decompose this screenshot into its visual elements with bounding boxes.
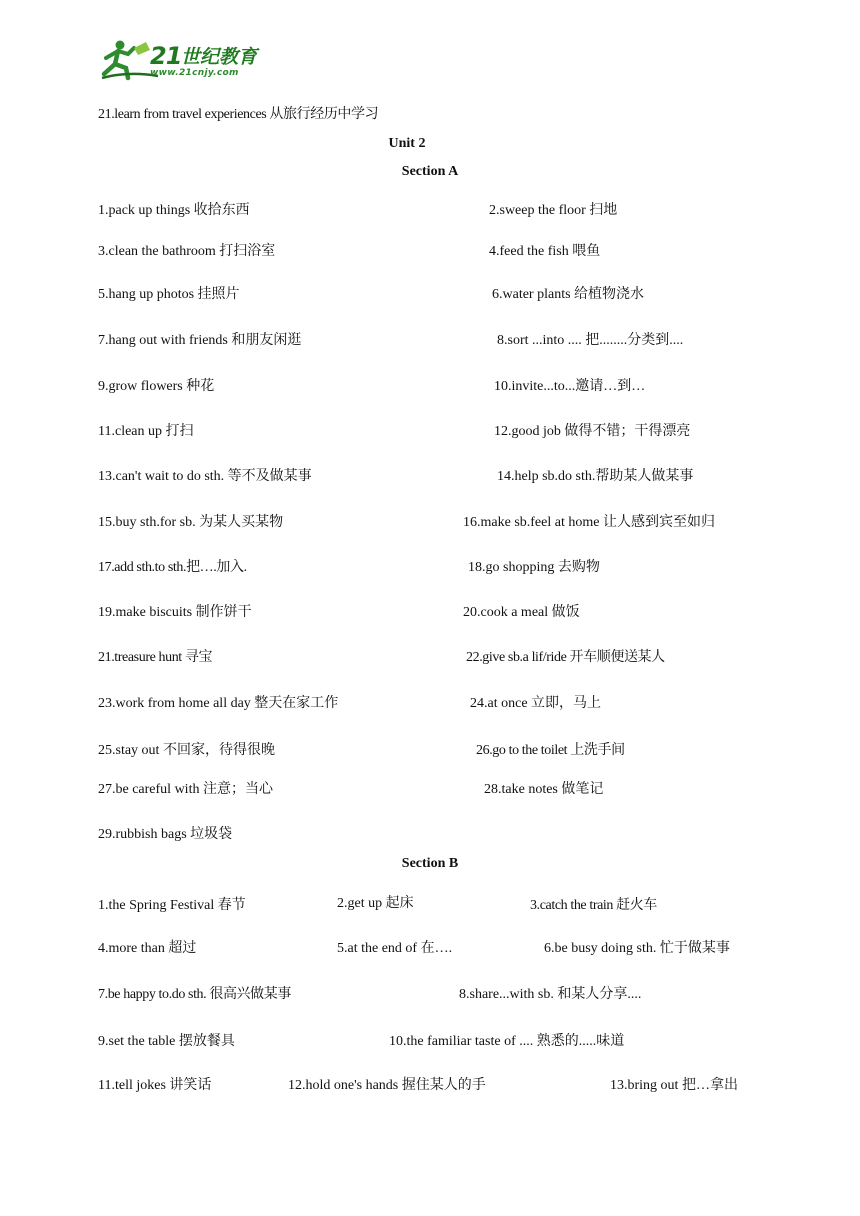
list-item: 1.the Spring Festival 春节 bbox=[98, 898, 246, 913]
list-item: 8.sort ...into .... 把........分类到.... bbox=[497, 333, 684, 348]
list-item: 18.go shopping 去购物 bbox=[468, 560, 600, 575]
list-item: 5.at the end of 在…. bbox=[337, 941, 453, 956]
list-item: 13.bring out 把…拿出 bbox=[610, 1078, 738, 1093]
list-item: 4.more than 超过 bbox=[98, 941, 197, 956]
list-item: 6.be busy doing sth. 忙于做某事 bbox=[544, 941, 730, 956]
list-item: 6.water plants 给植物浇水 bbox=[492, 287, 645, 302]
logo-url: www.21cnjy.com bbox=[150, 68, 239, 78]
list-item: 1.pack up things 收拾东西 bbox=[98, 203, 250, 218]
list-item: 2.get up 起床 bbox=[337, 896, 414, 911]
list-item: 20.cook a meal 做饭 bbox=[463, 605, 580, 620]
list-item: 9.set the table 摆放餐具 bbox=[98, 1034, 235, 1049]
list-item: 28.take notes 做笔记 bbox=[484, 782, 604, 797]
list-item: 19.make biscuits 制作饼干 bbox=[98, 605, 252, 620]
list-item: 17.add sth.to sth.把….加入. bbox=[98, 560, 247, 575]
list-item: 3.catch the train 赶火车 bbox=[530, 898, 657, 913]
section-a-title: Section A bbox=[401, 164, 459, 179]
list-item: 26.go to the toilet 上洗手间 bbox=[476, 743, 625, 758]
list-item: 10.invite...to...邀请…到… bbox=[494, 379, 646, 394]
list-item: 23.work from home all day 整天在家工作 bbox=[98, 696, 339, 711]
list-item: 7.be happy to.do sth. 很高兴做某事 bbox=[98, 987, 291, 1002]
list-item: 12.good job 做得不错；干得漂亮 bbox=[494, 424, 691, 439]
list-item: 14.help sb.do sth.帮助某人做某事 bbox=[497, 469, 694, 484]
list-item: 15.buy sth.for sb. 为某人买某物 bbox=[98, 515, 284, 530]
list-item: 10.the familiar taste of .... 熟悉的.....味道 bbox=[389, 1034, 625, 1049]
list-item: 13.can't wait to do sth. 等不及做某事 bbox=[98, 469, 312, 484]
list-item: 24.at once 立即，马上 bbox=[470, 696, 602, 711]
list-item: 2.sweep the floor 扫地 bbox=[489, 203, 618, 218]
list-item: 29.rubbish bags 垃圾袋 bbox=[98, 827, 233, 842]
logo-number: 21 bbox=[150, 42, 182, 70]
list-item: 7.hang out with friends 和朋友闲逛 bbox=[98, 333, 302, 348]
list-item: 3.clean the bathroom 打扫浴室 bbox=[98, 244, 276, 259]
list-item: 9.grow flowers 种花 bbox=[98, 379, 215, 394]
list-item: 5.hang up photos 挂照片 bbox=[98, 287, 240, 302]
logo-text: 世纪教育 bbox=[181, 46, 258, 68]
list-item: 11.clean up 打扫 bbox=[98, 424, 194, 439]
unit-title: Unit 2 bbox=[388, 136, 426, 151]
list-item: 21.learn from travel experiences 从旅行经历中学习 bbox=[98, 107, 379, 122]
list-item: 27.be careful with 注意；当心 bbox=[98, 782, 273, 797]
list-item: 22.give sb.a lif/ride 开车顺便送某人 bbox=[466, 650, 665, 665]
list-item: 4.feed the fish 喂鱼 bbox=[489, 244, 601, 259]
list-item: 12.hold one's hands 握住某人的手 bbox=[288, 1078, 486, 1093]
list-item: 25.stay out 不回家，待得很晚 bbox=[98, 743, 275, 758]
list-item: 11.tell jokes 讲笑话 bbox=[98, 1078, 212, 1093]
list-item: 21.treasure hunt 寻宝 bbox=[98, 650, 213, 665]
section-b-title: Section B bbox=[401, 856, 459, 871]
list-item: 8.share...with sb. 和某人分享.... bbox=[459, 987, 642, 1002]
list-item: 16.make sb.feel at home 让人感到宾至如归 bbox=[463, 515, 715, 530]
